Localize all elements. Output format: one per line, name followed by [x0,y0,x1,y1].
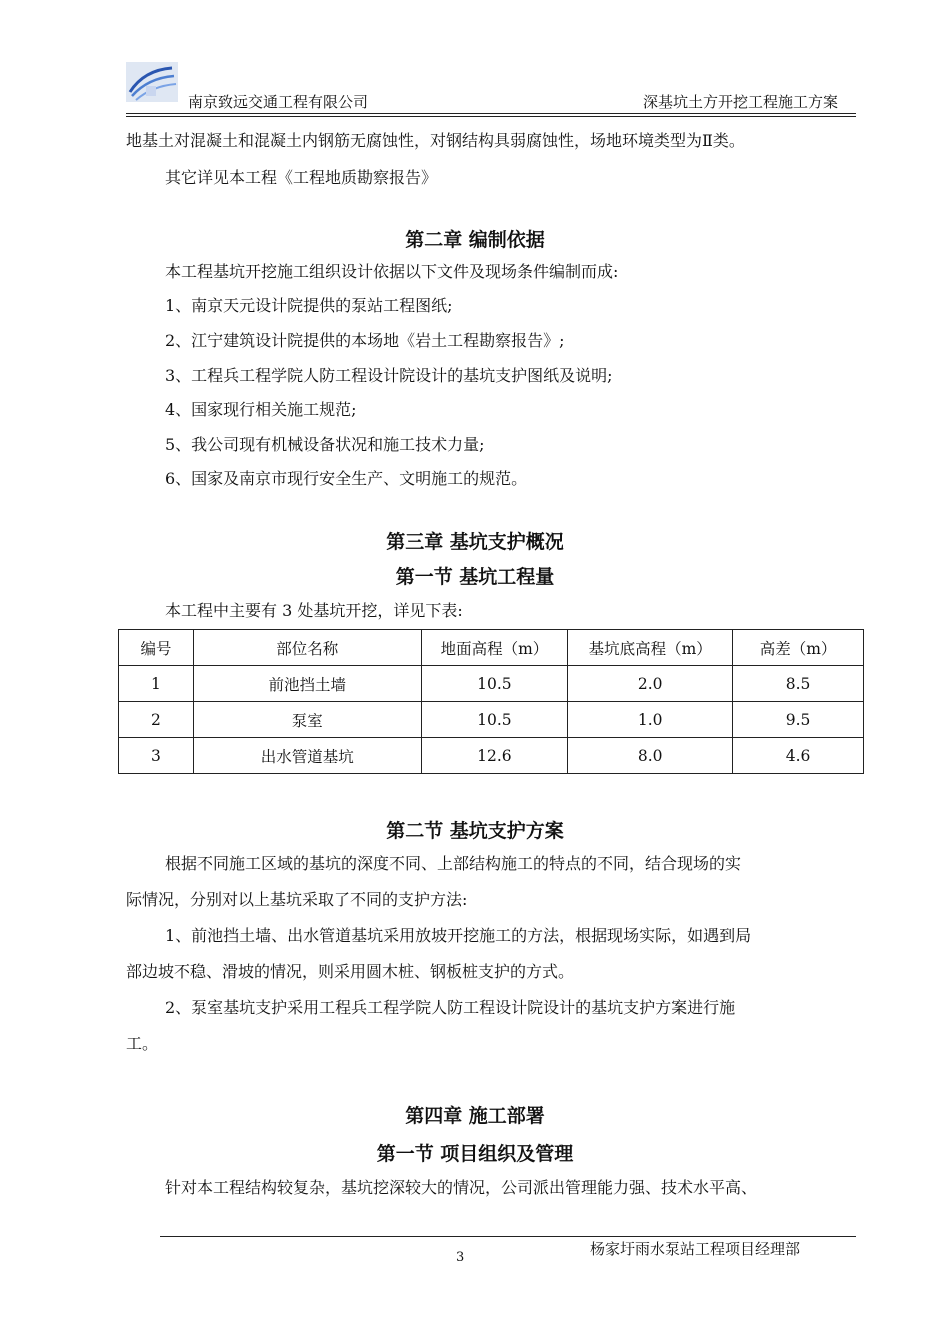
table-cell: 出水管道基坑 [193,738,421,774]
table-cell: 12.6 [421,738,568,774]
table-cell: 4.6 [733,738,864,774]
paragraph: 其它详见本工程《工程地质勘察报告》 [165,168,438,187]
table-row [119,738,864,774]
table-header-cell: 基坑底高程（m） [568,630,733,666]
table-cell: 10.5 [421,666,568,702]
header-rule-2 [126,116,856,117]
table-cell: 2 [119,702,194,738]
table-row [119,666,864,702]
table-cell: 8.0 [568,738,733,774]
table-cell: 前池挡土墙 [193,666,421,702]
table-cell: 9.5 [733,702,864,738]
table-cell: 8.5 [733,666,864,702]
page-number: 3 [456,1250,465,1265]
paragraph-line: 部边坡不稳、滑坡的情况，则采用圆木桩、钢板桩支护的方式。 [126,962,575,981]
company-logo [126,62,178,102]
paragraph-line: 际情况，分别对以上基坑采取了不同的支护方法: [126,890,468,909]
table-cell: 1.0 [568,702,733,738]
footer-dept: 杨家圩雨水泵站工程项目经理部 [590,1240,801,1258]
chapter-title: 第二章 编制依据 [405,229,545,251]
excavation-table [118,629,864,774]
table-cell: 10.5 [421,702,568,738]
paragraph-line: 2、泵室基坑支护采用工程兵工程学院人防工程设计院设计的基坑支护方案进行施 [165,998,736,1017]
table-header-cell: 编号 [119,630,194,666]
paragraph: 本工程中主要有 3 处基坑开挖，详见下表: [165,601,463,620]
list-item: 6、国家及南京市现行安全生产、文明施工的规范。 [165,469,528,488]
list-item: 4、国家现行相关施工规范; [165,400,357,419]
chapter-title: 第三章 基坑支护概况 [386,531,564,553]
header-doc-title: 深基坑土方开挖工程施工方案 [642,93,838,111]
paragraph: 本工程基坑开挖施工组织设计依据以下文件及现场条件编制而成: [165,262,619,281]
paragraph-line: 根据不同施工区域的基坑的深度不同、上部结构施工的特点的不同，结合现场的实 [165,854,742,873]
list-item: 1、南京天元设计院提供的泵站工程图纸; [165,296,453,315]
table-row [119,702,864,738]
table-header-cell: 高差（m） [733,630,864,666]
table-header-row [119,630,864,666]
header-company: 南京致远交通工程有限公司 [188,93,369,111]
chapter-title: 第四章 施工部署 [405,1105,545,1127]
list-item: 3、工程兵工程学院人防工程设计院设计的基坑支护图纸及说明; [165,366,613,385]
paragraph: 针对本工程结构较复杂，基坑挖深较大的情况，公司派出管理能力强、技术水平高、 [165,1178,758,1197]
list-item: 2、江宁建筑设计院提供的本场地《岩土工程勘察报告》; [165,331,565,350]
section-title: 第二节 基坑支护方案 [386,820,564,842]
list-item: 5、我公司现有机械设备状况和施工技术力量; [165,435,485,454]
table-cell: 泵室 [193,702,421,738]
table-cell: 2.0 [568,666,733,702]
footer-rule [160,1236,856,1237]
section-title: 第一节 基坑工程量 [395,566,555,588]
section-title: 第一节 项目组织及管理 [376,1143,574,1165]
table-cell: 3 [119,738,194,774]
paragraph-line: 1、前池挡土墙、出水管道基坑采用放坡开挖施工的方法，根据现场实际，如遇到局 [165,926,752,945]
header-rule [126,113,856,114]
table-header-cell: 地面高程（m） [421,630,568,666]
paragraph: 地基土对混凝土和混凝土内钢筋无腐蚀性，对钢结构具弱腐蚀性，场地环境类型为Ⅱ类。 [126,131,745,150]
table-cell: 1 [119,666,194,702]
paragraph-line: 工。 [126,1034,159,1053]
table-header-cell: 部位名称 [193,630,421,666]
